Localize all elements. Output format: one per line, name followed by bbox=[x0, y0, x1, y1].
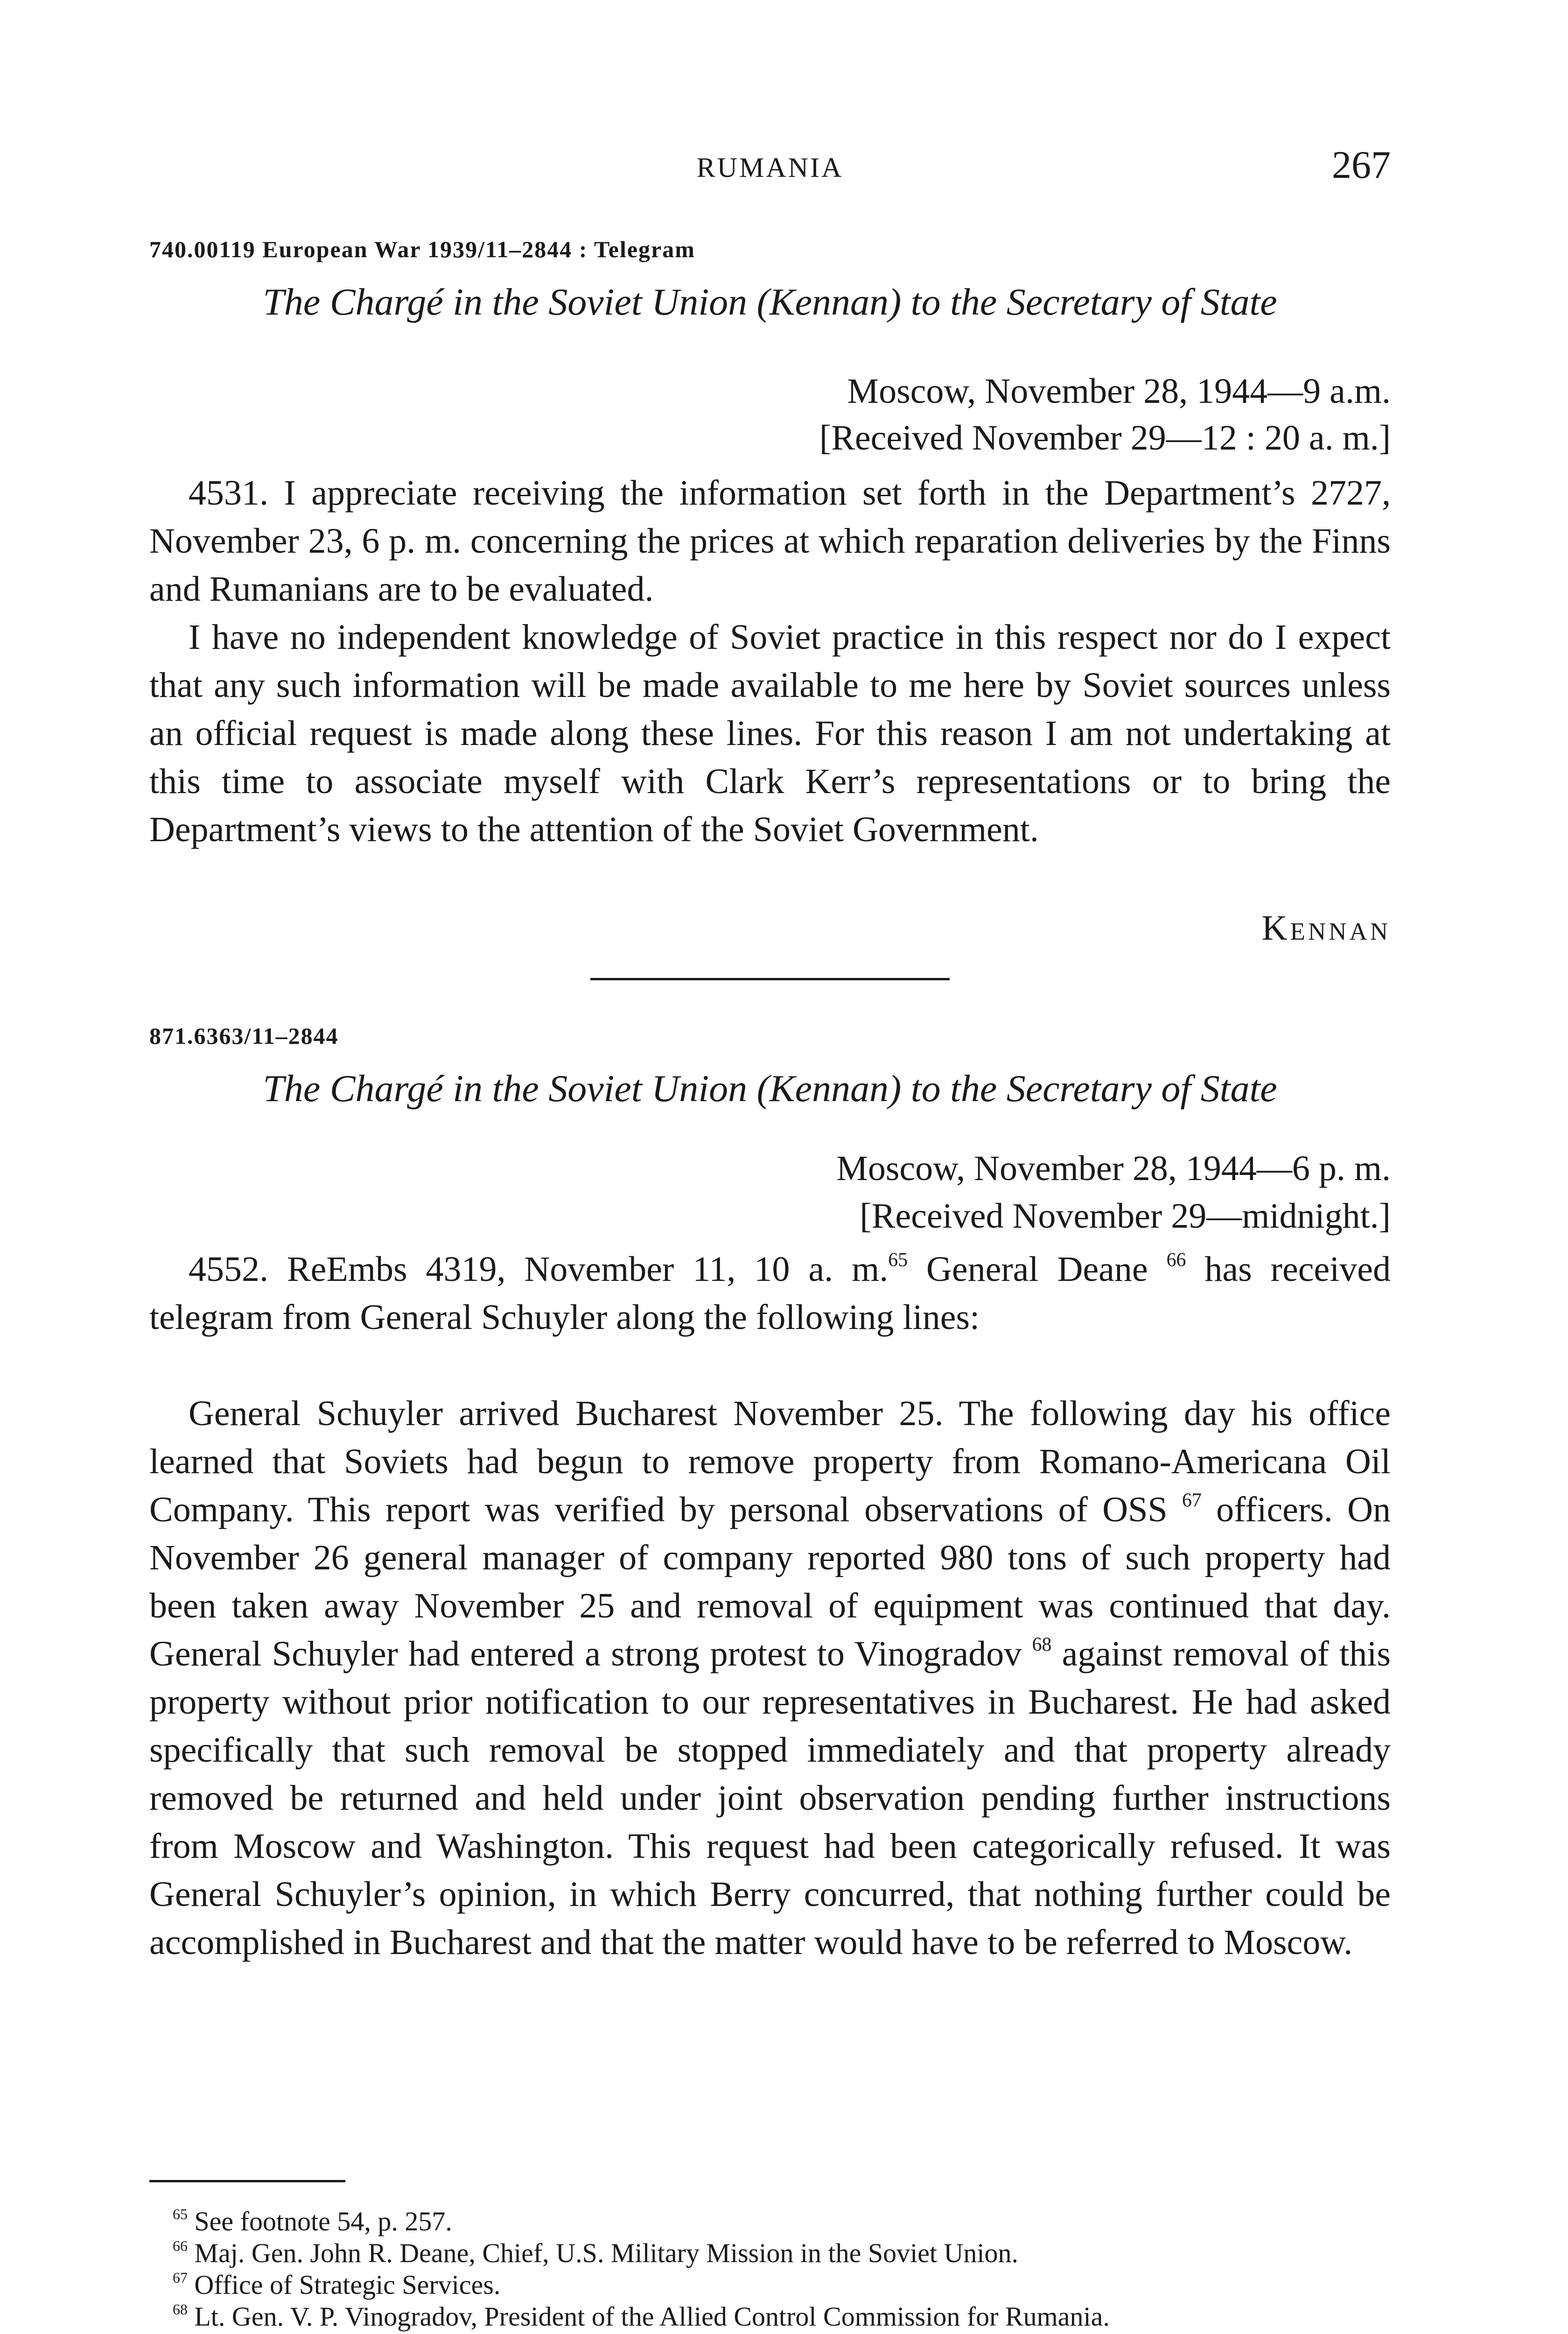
footnote-divider bbox=[149, 2180, 345, 2182]
footnote-number: 68 bbox=[173, 2301, 188, 2318]
footnote-text: Office of Strategic Services. bbox=[194, 2270, 501, 2300]
footnote-ref-65[interactable]: 65 bbox=[888, 1249, 908, 1271]
page-number: 267 bbox=[1332, 143, 1391, 187]
file-reference-1: 740.00119 European War 1939/11–2844 : Telegram bbox=[149, 236, 695, 262]
footnote-65 bbox=[149, 2206, 1391, 2237]
paragraph-4552 bbox=[149, 1245, 1391, 1342]
paragraph-text: officers. On November 26 general manager of company reported 980 tons of such property had been taken away November 25 and removal of equipment was continued that day. General Schuyler had entered a strong protest to Vinogradov bbox=[149, 1490, 1391, 1673]
paragraph-text: has received telegram from General Schuyler along the following lines: bbox=[149, 1250, 1391, 1337]
dateline-2: Moscow, November 28, 1944—6 p. m. bbox=[836, 1149, 1391, 1188]
paragraph-text: General Deane bbox=[908, 1250, 1167, 1289]
footnote-number: 67 bbox=[173, 2270, 188, 2286]
document-heading-1: The Chargé in the Soviet Union (Kennan) to the Secretary of State bbox=[263, 281, 1277, 323]
footnote-number: 66 bbox=[173, 2238, 188, 2255]
footnote-text: Maj. Gen. John R. Deane, Chief, U.S. Military Mission in the Soviet Union. bbox=[194, 2238, 1019, 2268]
signature-kennan-1: Kennan bbox=[1261, 908, 1391, 948]
footnote-ref-66[interactable]: 66 bbox=[1166, 1249, 1186, 1271]
paragraph-text: General Schuyler arrived Bucharest November 25. The following day his office learned that Soviets had begun to remove property from Romano-Americana Oil Company. This report was verified by personal observations of OSS bbox=[149, 1394, 1391, 1529]
paragraph-4531-continued: I have no independent knowledge of Soviet practice in this respect nor do I expect that any such information will be made available to me here by Soviet sources unless an official request is made along these lines. For this reason I am not undertaking at this time to associate myself with Clark Kerr’s representations or to bring the Department’s views to the attention of the Soviet Government. bbox=[149, 618, 1391, 849]
received-line-1: [Received November 29—12 : 20 a. m.] bbox=[819, 418, 1391, 457]
running-header bbox=[149, 143, 1391, 198]
footnote-ref-67[interactable]: 67 bbox=[1182, 1490, 1202, 1511]
footnote-68 bbox=[149, 2301, 1391, 2333]
footnote-67 bbox=[149, 2269, 1391, 2301]
running-title: RUMANIA bbox=[696, 152, 844, 183]
paragraph-schuyler-report bbox=[149, 1390, 1391, 1967]
received-line-2: [Received November 29—midnight.] bbox=[860, 1196, 1391, 1236]
paragraph-text: against removal of this property without prior notification to our representatives in Bucharest. He had asked specifically that such removal be stopped immediately and that property already removed be returned and held under joint observation pending further instructions from Moscow and Washington. This request had been categorically refused. It was General Schuyler’s opinion, in which Berry concurred, that nothing further could be accomplished in Bucharest and that the matter would have to be referred to Moscow. bbox=[149, 1634, 1391, 1962]
footnote-text: Lt. Gen. V. P. Vinogradov, President of the Allied Control Commission for Rumania. bbox=[194, 2301, 1110, 2332]
paragraph-4531: 4531. I appreciate receiving the information set forth in the Department’s 2727, November 23, 6 p. m. concerning the prices at which reparation deliveries by the Finns and Rumanians are to be evaluated. bbox=[149, 473, 1391, 609]
footnote-text: See footnote 54, p. 257. bbox=[194, 2206, 452, 2236]
dateline-1: Moscow, November 28, 1944—9 a.m. bbox=[847, 372, 1391, 411]
document-heading-2: The Chargé in the Soviet Union (Kennan) to the Secretary of State bbox=[263, 1067, 1277, 1110]
file-reference-2: 871.6363/11–2844 bbox=[149, 1023, 339, 1049]
footnote-number: 65 bbox=[173, 2206, 188, 2223]
paragraph-text: 4552. ReEmbs 4319, November 11, 10 a. m. bbox=[189, 1250, 889, 1289]
section-divider bbox=[590, 978, 950, 980]
footnote-ref-68[interactable]: 68 bbox=[1032, 1634, 1052, 1656]
footnote-66 bbox=[149, 2237, 1391, 2269]
